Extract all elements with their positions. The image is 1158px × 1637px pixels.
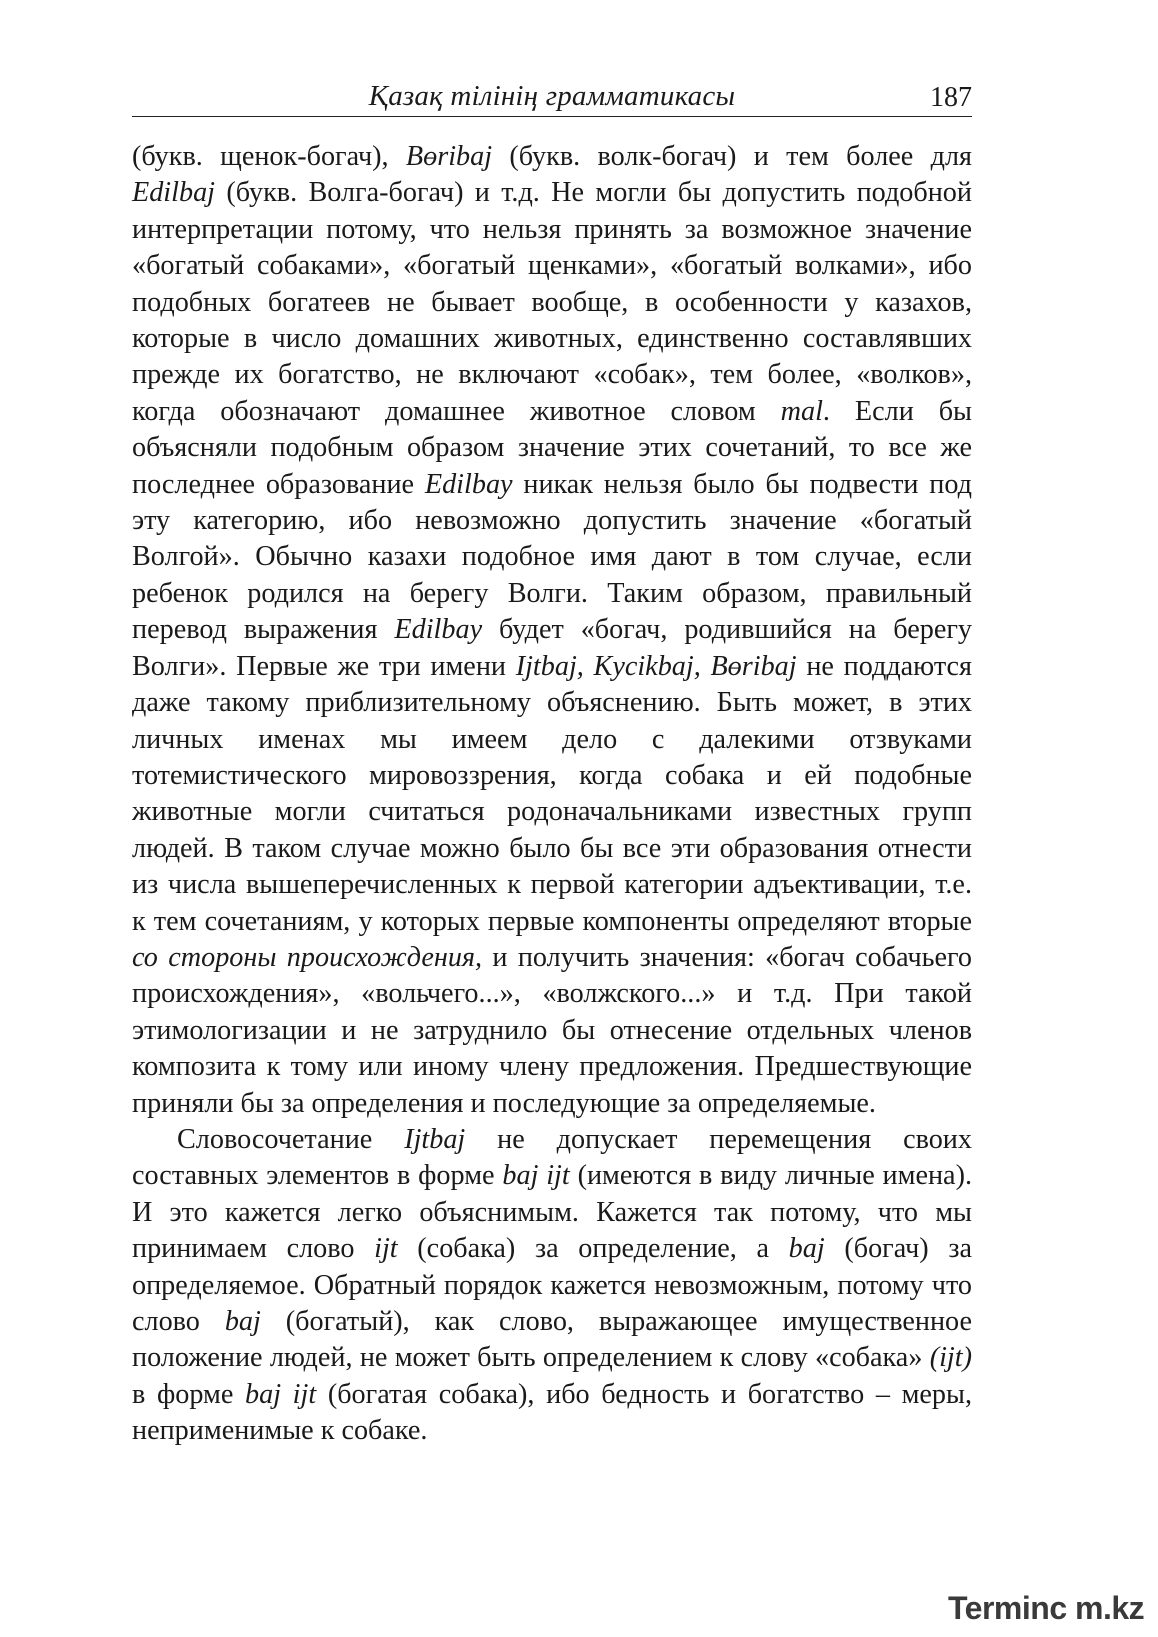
text-run: не допускает перемещения своих составных элементов в форме (132, 1123, 972, 1192)
text-run: (букв. Волга-богач) и т.д. Не могли бы допустить подобной интерпретации потому, что нельзя принять за возможное значение «богатый собаками», «богатый щенками», «богатый волками», ибо подобных богатеев не бывает вообще, в особенности у казахов, которые в число домашних животных, единственно составлявших прежде их богатство, не включают «собак», тем более, «волков», когда обозначают домашнее животное словом (132, 177, 972, 427)
text-run: (богатая собака), ибо бедность и богатство – меры, неприменимые к собаке. (132, 1378, 973, 1447)
watermark-logo (948, 1590, 1148, 1630)
text-run: будет «богач, родившийся на берегу Волги». Первые же три имени (132, 614, 972, 682)
text-run: (букв. щенок-богач), (132, 141, 406, 172)
paragraph (132, 1122, 972, 1450)
italic-term: Edilbaj (132, 177, 215, 209)
text-run: Словосочетание (177, 1123, 405, 1155)
italic-term: baj ijt (502, 1160, 570, 1192)
italic-term: baj (224, 1306, 261, 1337)
italic-term: ijt (374, 1233, 398, 1265)
text-run: (имеются в виду личные имена). И это кажется легко объяснимым. Кажется так потому, что мы принимаем слово (132, 1160, 972, 1265)
text-run: в форме (132, 1378, 245, 1410)
paragraph (132, 139, 972, 1122)
italic-term: Ijtbaj, Kycikbaj, Bөribaj (515, 650, 797, 682)
running-header (132, 78, 972, 117)
page-number: 187 (930, 82, 972, 113)
italic-term: baj ijt (245, 1378, 317, 1410)
text-run: и получить значения: «богач собачьего происхождения», «вольчего...», «волжского...» и т.д. При такой этимологизации и не затруднило бы отнесение отдельных членов композита к тому или иному члену предложения. Предшествующие приняли бы за определения и последующие за определяемые. (132, 941, 972, 1119)
text-run: не поддаются даже такому приблизительному объяснению. Быть может, в этих личных именах мы имеем дело с далекими отзвуками тотемистического мировоззрения, когда собака и ей подобные животные могли считаться родоначальниками известных групп людей. В таком случае можно было бы все эти образования отнести из числа вышеперечисленных к первой категории адъективации, т.е. к тем сочетаниям, у которых первые компоненты определяют вторые (132, 650, 973, 937)
italic-term: (ijt) (929, 1342, 972, 1374)
italic-term: Edilbay (424, 468, 513, 500)
text-run: (богатый), как слово, выражающее имущественное положение людей, не может быть определением к слову «собака» (132, 1306, 972, 1374)
italic-term: Ijtbaj (404, 1123, 466, 1155)
running-title: Қазақ тілінің грамматикасы (368, 80, 736, 112)
text-run: . Если бы объясняли подобным образом значение этих сочетаний, то все же последнее образование (132, 395, 972, 500)
text-run: никак нельзя было бы подвести под эту категорию, ибо невозможно допустить значение «богатый Волгой». Обычно казахи подобное имя дают в том случае, если ребенок родился на берегу Волги. Таким образом, правильный перевод выражения (132, 468, 972, 646)
italic-term: baj (788, 1233, 825, 1265)
italic-term: Bөribaj (405, 141, 493, 172)
italic-term: Edilbay (394, 614, 483, 646)
watermark-text: Terminc m.kz (948, 1590, 1145, 1626)
text-run: (собака) за определение, а (397, 1233, 789, 1265)
body-text (132, 139, 972, 1450)
italic-term: со стороны происхождения, (132, 941, 483, 973)
italic-term: mal (780, 395, 823, 427)
text-run: (букв. волк-богач) и тем более для (492, 141, 972, 172)
text-run: (богач) за определяемое. Обратный порядок кажется невозможным, потому что слово (132, 1233, 972, 1337)
